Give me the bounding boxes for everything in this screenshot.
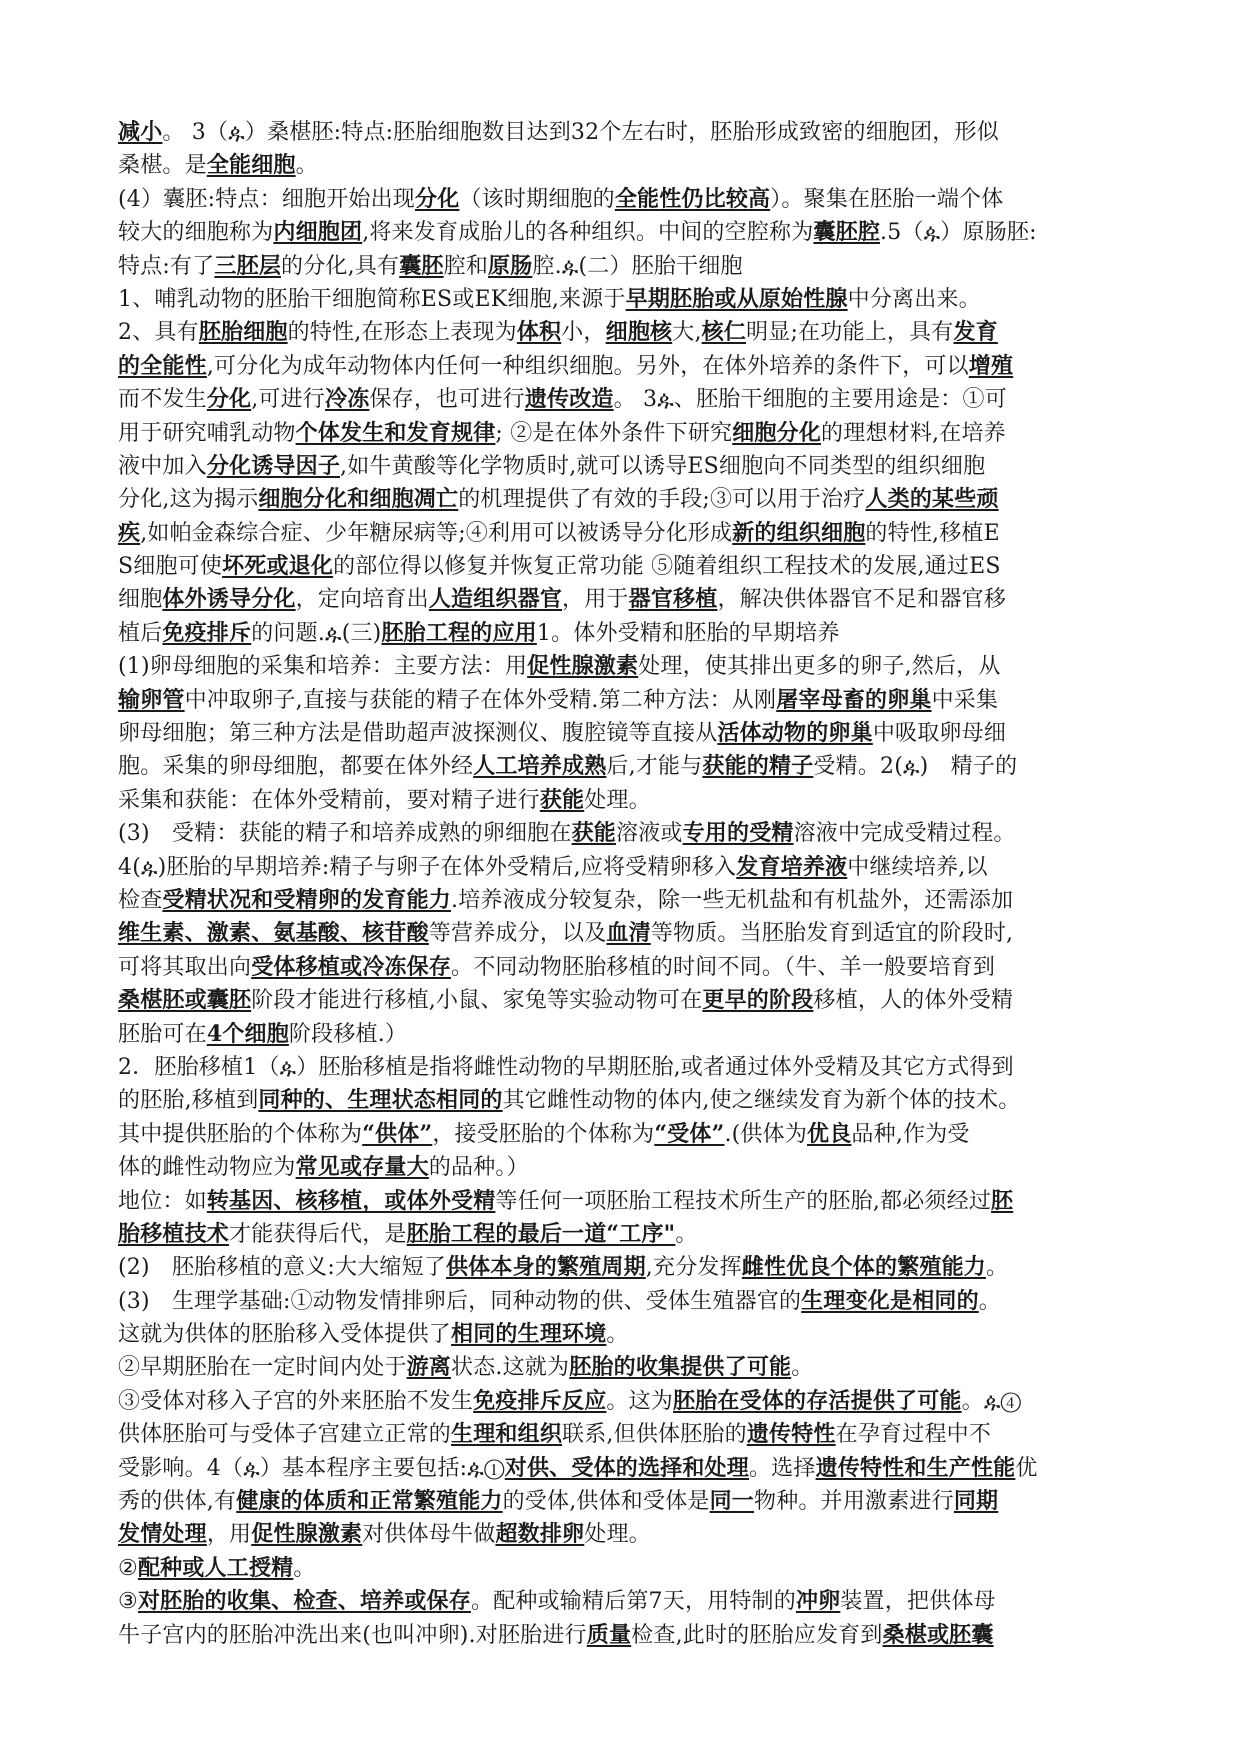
key-term: 健康的体质和正常繁殖能力 <box>236 1488 503 1515</box>
text-segment: ,将来发育成胎儿的各种组织。中间的空腔称为 <box>362 220 814 246</box>
text-segment: .培养液成分较复杂，除一些无机盐和有机盐外，还需添加 <box>451 887 1014 913</box>
key-term: 体积 <box>516 319 562 346</box>
text-line <box>118 550 1130 583</box>
key-term: 免疫排斥 <box>162 619 252 646</box>
text-line <box>118 250 1130 283</box>
key-term: 发情处理 <box>118 1521 207 1548</box>
text-segment: 阶段才能进行移植,小鼠、家兔等实验动物可在 <box>251 988 703 1014</box>
text-segment: 其它雌性动物的体内,使之继续发育为新个体的技术。 <box>502 1088 1021 1114</box>
text-segment: 对供体母牛做 <box>362 1522 496 1548</box>
text-segment: 。 <box>675 1221 698 1247</box>
key-term: 桑椹或胚囊 <box>882 1621 994 1648</box>
text-segment: 牛子宫内的胚胎冲洗出来(也叫冲卵).对胚胎进行 <box>118 1622 587 1648</box>
text-line <box>118 1318 1130 1351</box>
key-term: 器官移植 <box>628 586 718 613</box>
key-term: 分化 <box>206 386 252 413</box>
text-line <box>118 1385 1130 1418</box>
key-term: 同期 <box>953 1488 999 1515</box>
text-line <box>118 450 1130 483</box>
key-term: 遗传改造 <box>524 386 614 413</box>
text-segment: ,充分发挥 <box>645 1255 742 1281</box>
text-line <box>118 650 1130 683</box>
text-segment: 4(ዹ)胚胎的早期培养:精子与卵子在体外受精后,应将受精卵移入 <box>118 854 737 880</box>
key-term: 促性腺激素 <box>251 1521 363 1548</box>
text-line <box>118 1552 1130 1585</box>
text-segment: 检查,此时的胚胎应发育到 <box>631 1622 883 1648</box>
key-term: 对供、受体的选择和处理 <box>504 1454 749 1481</box>
text-segment: 保存，也可进行 <box>369 387 525 413</box>
text-segment: 溶液或 <box>615 821 683 847</box>
key-term: 个体发生和发育规律 <box>295 419 496 446</box>
text-line <box>118 149 1130 182</box>
text-line <box>118 784 1130 817</box>
key-term: 体外诱导分化 <box>162 586 296 613</box>
key-term: 分化诱导因子 <box>206 452 341 479</box>
text-segment: S细胞可使 <box>118 554 223 580</box>
text-segment: .5（ዹ）原肠胚: <box>880 220 1037 246</box>
key-term: 发育 <box>953 319 998 346</box>
text-segment: (2) 胚胎移植的意义:大大缩短了 <box>118 1255 446 1281</box>
key-term: 常见或存量大 <box>295 1154 429 1181</box>
text-line <box>118 617 1130 650</box>
key-term: 供体本身的繁殖周期 <box>445 1254 646 1281</box>
text-segment: 中分离出来。 <box>847 286 981 312</box>
text-line <box>118 951 1130 984</box>
text-segment: 可将其取出向 <box>118 954 252 980</box>
text-segment: 而不发生 <box>118 387 207 413</box>
text-line <box>118 1251 1130 1284</box>
text-line <box>118 383 1130 416</box>
text-segment: 。这为 <box>606 1388 674 1414</box>
text-line <box>118 216 1130 249</box>
text-segment: 的理想材料,在培养 <box>821 420 1006 446</box>
key-term: 内细胞团 <box>273 219 363 246</box>
text-segment: (1)卵母细胞的采集和培养：主要方法：用 <box>118 654 528 680</box>
key-term: 原肠 <box>488 252 533 279</box>
key-term: 胚 <box>991 1187 1014 1214</box>
text-segment: 明显;在功能上，具有 <box>746 320 954 346</box>
text-segment: 其中提供胚胎的个体称为 <box>118 1121 363 1147</box>
key-term: 生理变化是相同的 <box>801 1287 979 1314</box>
text-line <box>118 1118 1130 1151</box>
text-segment: 处理。 <box>584 787 651 813</box>
text-segment: 阶段移植.） <box>288 1021 408 1047</box>
text-line <box>118 917 1130 950</box>
text-segment: (3) 受精：获能的精子和培养成熟的卵细胞在 <box>118 821 572 847</box>
text-segment: 体的雌性动物应为 <box>118 1155 296 1181</box>
text-segment: 的部位得以修复并恢复正常功能 ⑤随着组织工程技术的发展,通过ES <box>333 554 1001 580</box>
text-line <box>118 717 1130 750</box>
text-segment: 的机理提供了有效的手段;③可以用于治疗 <box>458 487 866 513</box>
key-term: 细胞核 <box>605 319 673 346</box>
key-term: 配种或人工授精 <box>137 1554 294 1581</box>
text-segment: 地位：如 <box>118 1188 207 1214</box>
key-term: 冷冻 <box>325 386 370 413</box>
key-term: 人工培养成熟 <box>473 753 607 780</box>
key-term: 发育培养液 <box>736 853 848 880</box>
text-segment: ，用于 <box>562 587 629 613</box>
key-term: 人造组织器官 <box>428 586 563 613</box>
text-segment: 在孕育过程中不 <box>835 1422 992 1448</box>
text-segment: ② <box>118 1555 138 1581</box>
key-term: 囊胚腔 <box>813 219 881 246</box>
text-segment: 。 <box>791 1355 814 1381</box>
text-segment: 采集和获能：在体外受精前，要对精子进行 <box>118 787 540 813</box>
text-line <box>118 283 1130 316</box>
text-segment: 这就为供体的胚胎移入受体提供了 <box>118 1322 452 1348</box>
text-segment: 的问题.ዹ(三) <box>251 620 382 646</box>
text-line <box>118 1151 1130 1184</box>
text-line <box>118 750 1130 783</box>
text-segment: 小， <box>561 320 606 346</box>
text-line <box>118 517 1130 550</box>
text-segment: 秀的供体,有 <box>118 1489 237 1515</box>
key-term: 减小 <box>118 119 163 145</box>
text-segment: ，接受胚胎的个体称为 <box>432 1121 655 1147</box>
text-segment: 品种,作为受 <box>851 1121 970 1147</box>
text-segment: 溶液中完成受精过程。 <box>793 821 1016 847</box>
key-term: 分化 <box>415 185 460 212</box>
text-segment: 的特性,移植E <box>865 520 1000 546</box>
key-term: 囊胚 <box>399 252 444 279</box>
text-segment: 胚胎可在 <box>118 1021 207 1047</box>
text-segment: ,可进行 <box>251 387 326 413</box>
key-term: 增殖 <box>968 352 1014 379</box>
text-segment: 用于研究哺乳动物 <box>118 420 296 446</box>
text-segment: 。选择 <box>748 1455 816 1481</box>
key-term: 专用的受精 <box>682 820 794 847</box>
text-line <box>118 183 1130 216</box>
key-term: 促性腺激素 <box>527 653 639 680</box>
key-term: 遗传特性 <box>746 1421 836 1448</box>
key-term: 全能细胞 <box>206 152 296 179</box>
text-segment: ; ②是在体外条件下研究 <box>495 420 733 446</box>
text-line <box>118 1619 1130 1652</box>
text-segment: 。 3（ዹ）桑椹胚:特点:胚胎细胞数目达到32个左右时，胚胎形成致密的细胞团，形似 <box>162 120 999 145</box>
text-segment: 等任何一项胚胎工程技术所生产的胚胎,都必须经过 <box>495 1188 992 1214</box>
text-line <box>118 1051 1130 1084</box>
text-segment: 等物质。当胚胎发育到适宜的阶段时, <box>650 921 1014 947</box>
key-term: 细胞分化和细胞凋亡 <box>258 486 459 513</box>
text-segment: 卵母细胞；第三种方法是借助超声波探测仪、腹腔镜等直接从 <box>118 721 718 747</box>
key-term: 血清 <box>606 920 651 947</box>
text-line <box>118 583 1130 616</box>
text-segment: 处理，使其排出更多的卵子,然后，从 <box>638 654 1001 680</box>
key-term: 同一 <box>709 1488 755 1515</box>
text-line <box>118 684 1130 717</box>
key-term: 超数排卵 <box>495 1521 585 1548</box>
text-line <box>118 1084 1130 1117</box>
key-term: 早期胚胎或从原始性腺 <box>625 285 848 312</box>
key-term: “受体” <box>654 1120 725 1147</box>
text-segment: 。不同动物胚胎移植的时间不同。（牛、羊一般要培育到 <box>451 954 996 980</box>
key-term: 雌性优良个体的繁殖能力 <box>741 1254 986 1281</box>
text-segment: 优 <box>1015 1455 1038 1481</box>
key-term: 对胚胎的收集、检查、培养或保存 <box>137 1588 471 1615</box>
text-segment: 受影响。4（ዹ）基本程序主要包括:ዹ① <box>118 1455 505 1481</box>
key-term: 4个细胞 <box>206 1020 289 1047</box>
text-line <box>118 417 1130 450</box>
text-segment: 。 <box>295 153 318 179</box>
text-line <box>118 851 1130 884</box>
key-term: 质量 <box>586 1621 632 1648</box>
key-term: 的全能性 <box>118 352 207 379</box>
text-line <box>118 483 1130 516</box>
text-segment: ）。聚集在胚胎一端个体 <box>770 186 1004 212</box>
text-line <box>118 350 1130 383</box>
key-term: 胚胎在受体的存活提供了可能 <box>673 1387 962 1414</box>
text-segment: (3) 生理学基础:①动物发情排卵后，同种动物的供、受体生殖器官的 <box>118 1288 802 1314</box>
text-segment: 中吸取卵母细 <box>872 721 1007 747</box>
text-segment: ，定向培育出 <box>295 587 429 613</box>
text-segment: 中继续培养,以 <box>847 854 988 880</box>
text-segment: 后,才能与 <box>606 754 703 780</box>
text-segment: 的胚胎,移植到 <box>118 1088 259 1114</box>
key-term: 胚胎工程的应用 <box>381 619 537 646</box>
text-line <box>118 1285 1130 1318</box>
text-segment: 的受体,供体和受体是 <box>502 1489 710 1515</box>
key-term: 胚胎细胞 <box>198 319 288 346</box>
text-segment: 较大的细胞称为 <box>118 220 274 246</box>
text-segment: (4）囊胚:特点：细胞开始出现 <box>118 186 415 212</box>
text-segment: 液中加入 <box>118 453 207 479</box>
key-term: 受体移植或冷冻保存 <box>251 953 452 980</box>
key-term: 游离 <box>406 1354 452 1381</box>
key-term: 获能的精子 <box>702 753 814 780</box>
key-term: 核仁 <box>701 319 747 346</box>
text-line <box>118 1485 1130 1518</box>
key-term: 遗传特性和生产性能 <box>815 1454 1016 1481</box>
text-segment: ②早期胚胎在一定时间内处于 <box>118 1355 407 1381</box>
text-segment: ，用 <box>206 1522 252 1548</box>
text-segment: 大, <box>672 320 702 346</box>
text-segment: 2、具有 <box>118 320 199 346</box>
key-term: 细胞分化 <box>732 419 822 446</box>
key-term: 坏死或退化 <box>222 553 334 580</box>
key-term: 冲卵 <box>795 1588 841 1615</box>
key-term: 优良 <box>807 1120 852 1147</box>
text-segment: 的品种。） <box>428 1155 529 1181</box>
text-segment: （该时期细胞的 <box>459 186 615 212</box>
text-segment: 植后 <box>118 620 163 646</box>
key-term: 获能 <box>571 820 616 847</box>
key-term: 新的组织细胞 <box>732 519 866 546</box>
key-term: 胎移植技术 <box>118 1220 230 1247</box>
key-term: 屠宰母畜的卵巢 <box>776 686 932 713</box>
text-line <box>118 1351 1130 1384</box>
text-segment: 。 <box>606 1322 629 1348</box>
text-segment: ,如帕金森综合症、少年糖尿病等;④利用可以被诱导分化形成 <box>140 520 733 546</box>
text-line <box>118 1518 1130 1551</box>
text-line <box>118 1218 1130 1251</box>
key-term: 维生素、激素、氨基酸、核苷酸 <box>118 920 429 947</box>
text-line <box>118 984 1130 1017</box>
key-term: 相同的生理环境 <box>451 1321 607 1348</box>
text-segment: 。 3ዹ、胚胎干细胞的主要用途是：①可 <box>613 387 1007 413</box>
text-segment: 分化,这为揭示 <box>118 487 259 513</box>
text-segment: 检查 <box>118 887 163 913</box>
text-segment: 细胞 <box>118 587 163 613</box>
text-line <box>118 884 1130 917</box>
key-term: 人类的某些顽 <box>865 486 999 513</box>
key-term: 三胚层 <box>214 252 282 279</box>
text-line <box>118 116 1130 149</box>
key-term: 免疫排斥反应 <box>473 1387 607 1414</box>
key-term: 转基因、核移植，或体外受精 <box>206 1187 496 1214</box>
text-segment: 等营养成分，以及 <box>428 921 607 947</box>
key-term: 疾 <box>118 519 141 546</box>
text-segment: 装置，把供体母 <box>840 1589 996 1615</box>
text-segment: 处理。 <box>584 1522 651 1548</box>
key-term: “供体” <box>362 1120 433 1147</box>
text-segment: 移植，人的体外受精 <box>813 988 1014 1014</box>
text-segment: .(供体为 <box>724 1121 808 1147</box>
key-term: 胚胎的收集提供了可能 <box>569 1354 792 1381</box>
key-term: 胚胎工程的最后一道“工序" <box>406 1220 676 1247</box>
text-line <box>118 817 1130 850</box>
text-segment: 腔和 <box>443 253 489 279</box>
text-segment: ，解决供体器官不足和器官移 <box>717 587 1007 613</box>
text-segment: ,如牛黄酸等化学物质时,就可以诱导ES细胞向不同类型的组织细胞 <box>340 453 986 479</box>
key-term: 生理和组织 <box>451 1421 563 1448</box>
key-term: 全能性仍比较高 <box>614 185 771 212</box>
key-term: 更早的阶段 <box>702 987 814 1014</box>
text-segment: 状态.这就为 <box>451 1355 570 1381</box>
text-segment: 供体胚胎可与受体子宫建立正常的 <box>118 1422 452 1448</box>
text-segment: 腔.ዹ(二）胚胎干细胞 <box>532 253 743 279</box>
key-term: 获能 <box>539 786 585 813</box>
text-segment: 1、哺乳动物的胚胎干细胞简称ES或EK细胞,来源于 <box>118 286 626 312</box>
text-segment: 2．胚胎移植1（ዹ）胚胎移植是指将雌性动物的早期胚胎,或者通过体外受精及其它方式得到 <box>118 1054 1014 1080</box>
key-term: 输卵管 <box>118 686 185 713</box>
key-term: 受精状况和受精卵的发育能力 <box>162 886 452 913</box>
text-segment: 中采集 <box>931 687 999 713</box>
text-segment: 。配种或输精后第7天，用特制的 <box>470 1589 796 1615</box>
key-term: 同种的、生理状态相同的 <box>258 1087 503 1114</box>
key-term: 桑椹胚或囊胚 <box>118 987 252 1014</box>
text-segment: ③受体对移入子宫的外来胚胎不发生 <box>118 1388 474 1414</box>
text-segment: 受精。2(ዹ) 精子的 <box>813 754 1018 780</box>
text-segment: ,可分化为成年动物体内任何一种组织细胞。另外，在体外培养的条件下，可以 <box>206 353 969 379</box>
text-line <box>118 316 1130 349</box>
text-segment: ③ <box>118 1589 138 1615</box>
text-segment: 才能获得后代，是 <box>229 1221 407 1247</box>
text-segment: 中冲取卵子,直接与获能的精子在体外受精.第二种方法：从刚 <box>184 687 777 713</box>
text-segment: 1。体外受精和胚胎的早期培养 <box>536 620 840 646</box>
text-segment: 。 <box>293 1555 316 1581</box>
text-line <box>118 1418 1130 1451</box>
text-segment: 特点:有了 <box>118 253 215 279</box>
text-segment: 的特性,在形态上表现为 <box>287 320 517 346</box>
text-segment: 物种。并用激素进行 <box>754 1489 954 1515</box>
text-segment: 的分化,具有 <box>281 253 400 279</box>
key-term: 活体动物的卵巢 <box>717 720 873 747</box>
text-segment: 。 <box>986 1255 1009 1281</box>
text-segment: 。ዹ④ <box>961 1388 1022 1414</box>
text-segment: 联系,但供体胚胎的 <box>562 1422 747 1448</box>
text-segment: 桑椹。是 <box>118 153 207 179</box>
text-segment: 。 <box>978 1288 1001 1314</box>
text-line <box>118 1018 1130 1051</box>
text-line <box>118 1185 1130 1218</box>
text-segment: 胞。采集的卵母细胞，都要在体外经 <box>118 754 474 780</box>
text-line <box>118 1585 1130 1618</box>
text-line <box>118 1452 1130 1485</box>
document-page <box>118 116 1130 1652</box>
